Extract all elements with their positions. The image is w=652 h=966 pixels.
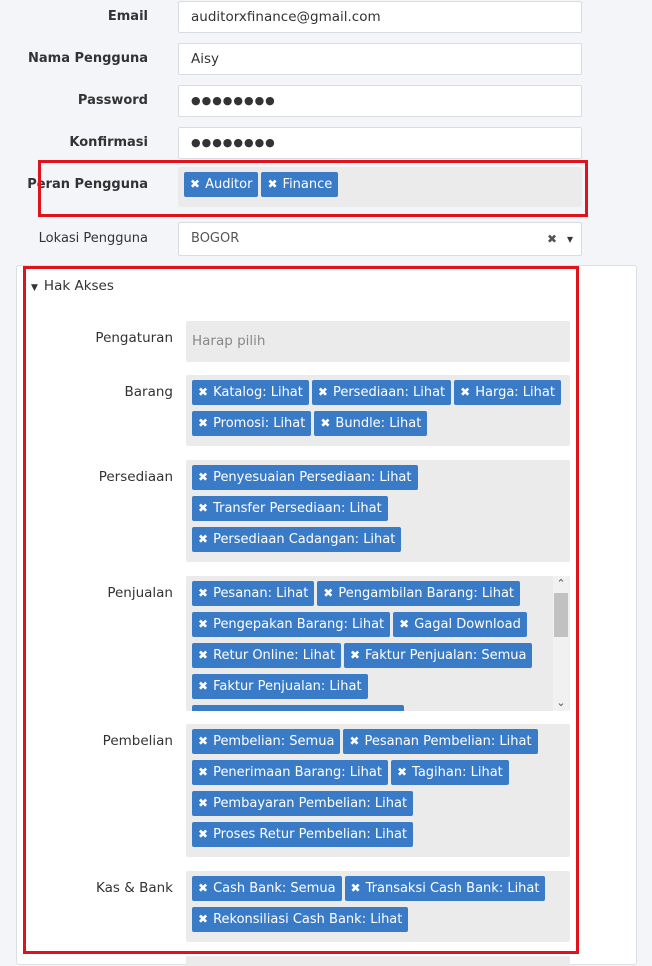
tag-label: Finance (282, 177, 333, 192)
scroll-up-icon[interactable]: ⌃ (556, 577, 566, 590)
role-label: Peran Pengguna (27, 177, 148, 192)
remove-icon[interactable]: ✖ (399, 617, 410, 631)
caret-down-icon: ▼ (31, 283, 38, 293)
tag-label: Penerimaan Barang: Lihat (213, 765, 382, 780)
tag-label: Harga: Lihat (475, 385, 555, 400)
remove-icon[interactable]: ✖ (396, 765, 408, 779)
remove-icon[interactable]: ✖ (317, 385, 328, 399)
tag-label: Proses Retur Pembelian: Lihat (213, 827, 408, 842)
tag-label: Transaksi Cash Bank: Lihat (365, 881, 540, 896)
username-field[interactable]: Aisy (178, 43, 582, 75)
email-field[interactable]: auditorxfinance@gmail.com (178, 1, 582, 33)
role-highlight-box (38, 160, 588, 217)
remove-icon[interactable]: ✖ (350, 881, 361, 895)
tag-label: Rekonsiliasi Cash Bank: Lihat (213, 912, 403, 927)
remove-icon[interactable]: ✖ (198, 648, 209, 662)
remove-icon[interactable]: ✖ (198, 734, 209, 748)
settings-label: Pengaturan (95, 330, 173, 346)
tag-label: Gagal Download (414, 617, 521, 632)
pembelian-label: Pembelian (102, 733, 173, 749)
remove-icon[interactable]: ✖ (267, 177, 278, 191)
barang-label: Barang (124, 384, 173, 400)
tag-label: Katalog: Lihat (213, 385, 303, 400)
remove-icon[interactable]: ✖ (198, 881, 209, 895)
confirm-password-label: Konfirmasi (69, 135, 148, 150)
tag-label: Pembelian: Semua (213, 734, 335, 749)
tag-label: Persediaan: Lihat (332, 385, 446, 400)
tag-label: Bundle: Lihat (335, 416, 422, 431)
remove-icon[interactable]: ✖ (198, 617, 209, 631)
tag-label: Auditor (205, 177, 253, 192)
tag-label: Tagihan: Lihat (412, 765, 503, 780)
confirm-password-field[interactable]: ●●●●●●●● (178, 127, 582, 159)
remove-icon[interactable]: ✖ (198, 385, 209, 399)
location-value: BOGOR (191, 231, 240, 246)
remove-icon[interactable]: ✖ (198, 827, 209, 841)
password-field[interactable]: ●●●●●●●● (178, 85, 582, 117)
tag-label: Promosi: Lihat (213, 416, 306, 431)
remove-icon[interactable]: ✖ (198, 470, 209, 484)
persediaan-label: Persediaan (98, 469, 173, 485)
tag-label: Pesanan Pembelian: Lihat (364, 734, 532, 749)
tag-label: Persediaan Cadangan: Lihat (213, 532, 396, 547)
access-highlight-box (23, 266, 579, 954)
next-select-partial (186, 956, 570, 966)
email-label: Email (107, 9, 148, 24)
tag-label: Penyesuaian Persediaan: Lihat (213, 470, 412, 485)
remove-icon[interactable]: ✖ (349, 648, 360, 662)
password-label: Password (77, 93, 148, 108)
tag-label: Transfer Persediaan: Lihat (213, 501, 382, 516)
remove-icon[interactable]: ✖ (198, 586, 209, 600)
remove-icon[interactable]: ✖ (323, 586, 334, 600)
penjualan-label: Penjualan (107, 585, 173, 601)
remove-icon[interactable]: ✖ (198, 796, 209, 810)
remove-icon[interactable]: ✖ (460, 385, 471, 399)
tag-label: Cash Bank: Semua (213, 881, 336, 896)
tag-label: Pesanan: Lihat (213, 586, 309, 601)
tag-label: Retur Online: Lihat (213, 648, 335, 663)
remove-icon[interactable]: ✖ (198, 416, 209, 430)
remove-icon[interactable]: ✖ (198, 679, 209, 693)
remove-icon[interactable]: ✖ (349, 734, 360, 748)
clear-icon[interactable]: ✖ (546, 232, 557, 246)
remove-icon[interactable]: ✖ (190, 177, 201, 191)
remove-icon[interactable]: ✖ (198, 765, 209, 779)
access-title: Hak Akses (43, 278, 114, 294)
location-select[interactable] (178, 222, 582, 256)
remove-icon[interactable]: ✖ (198, 501, 209, 515)
caret-down-icon[interactable]: ▾ (566, 232, 573, 246)
remove-icon[interactable]: ✖ (198, 912, 209, 926)
settings-select[interactable]: Harap pilih (186, 321, 570, 362)
tag-label: Faktur Penjualan: Lihat (213, 679, 362, 694)
username-label: Nama Pengguna (28, 51, 148, 66)
tag-label: Pengepakan Barang: Lihat (213, 617, 385, 632)
kas-bank-label: Kas & Bank (96, 880, 173, 896)
remove-icon[interactable]: ✖ (320, 416, 331, 430)
remove-icon[interactable]: ✖ (198, 532, 209, 546)
tag-label: Faktur Penjualan: Semua (365, 648, 527, 663)
tag-label: Pembayaran Pembelian: Lihat (213, 796, 408, 811)
scroll-down-icon[interactable]: ⌄ (556, 696, 566, 709)
location-label: Lokasi Pengguna (38, 231, 148, 246)
tag-label: Pengambilan Barang: Lihat (338, 586, 515, 601)
